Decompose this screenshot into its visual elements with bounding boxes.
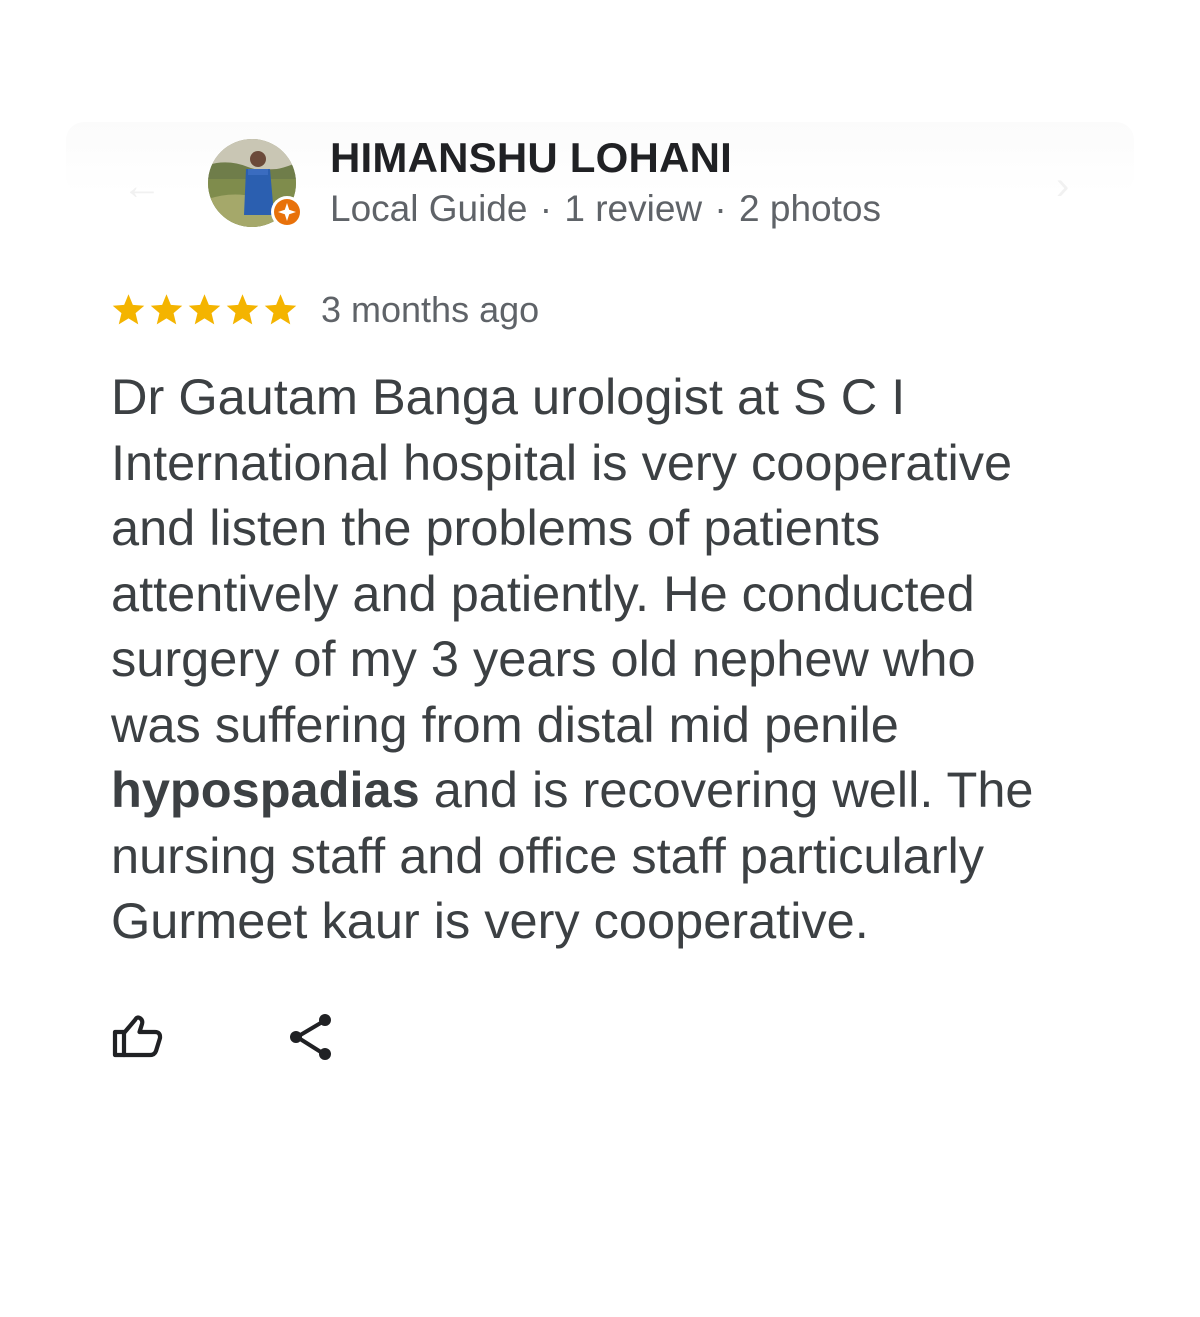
- star-rating: [110, 292, 300, 328]
- reviewer-meta: [330, 188, 881, 230]
- star-icon: [262, 292, 299, 328]
- reviewer-avatar[interactable]: [208, 139, 296, 227]
- review-line: attentively and patiently. He conducted: [111, 564, 975, 622]
- review-highlight: hypospadias: [111, 761, 420, 818]
- share-button[interactable]: [288, 1012, 336, 1062]
- review-line: Dr Gautam Banga urologist at S C I: [111, 368, 906, 425]
- star-icon: [148, 292, 185, 328]
- like-button[interactable]: [110, 1012, 166, 1062]
- review-body: [111, 364, 1111, 954]
- review-count: 1 review: [564, 188, 703, 229]
- review-line: nursing staff and office staff particularly: [111, 826, 985, 884]
- share-icon: [288, 1012, 336, 1062]
- review-line: and listen the problems of patients: [111, 499, 881, 556]
- local-guide-label: Local Guide: [330, 188, 528, 229]
- review-line-rest: and is recovering well. The: [419, 761, 1034, 818]
- photo-count: 2 photos: [739, 188, 881, 229]
- reviewer-name[interactable]: HIMANSHU LOHANI: [330, 134, 732, 181]
- meta-separator: ·: [539, 188, 553, 229]
- thumbs-up-icon: [110, 1012, 166, 1062]
- review-line: Gurmeet kaur is very cooperative.: [111, 892, 869, 949]
- review-line: International hospital is very cooperative: [111, 433, 1013, 491]
- review-line: was suffering from distal mid penile: [111, 695, 899, 753]
- review-time: 3 months ago: [321, 289, 540, 330]
- star-icon: [110, 292, 147, 328]
- local-guide-badge-icon: [270, 195, 304, 229]
- star-icon: [186, 292, 223, 328]
- chevron-right-icon: ›: [1056, 164, 1070, 208]
- review-line: surgery of my 3 years old nephew who: [111, 630, 976, 687]
- meta-separator: ·: [714, 188, 727, 229]
- review-line: [111, 757, 1111, 823]
- rating-row: [110, 288, 539, 332]
- star-icon: [224, 292, 261, 328]
- chevron-left-icon: ←: [122, 164, 162, 208]
